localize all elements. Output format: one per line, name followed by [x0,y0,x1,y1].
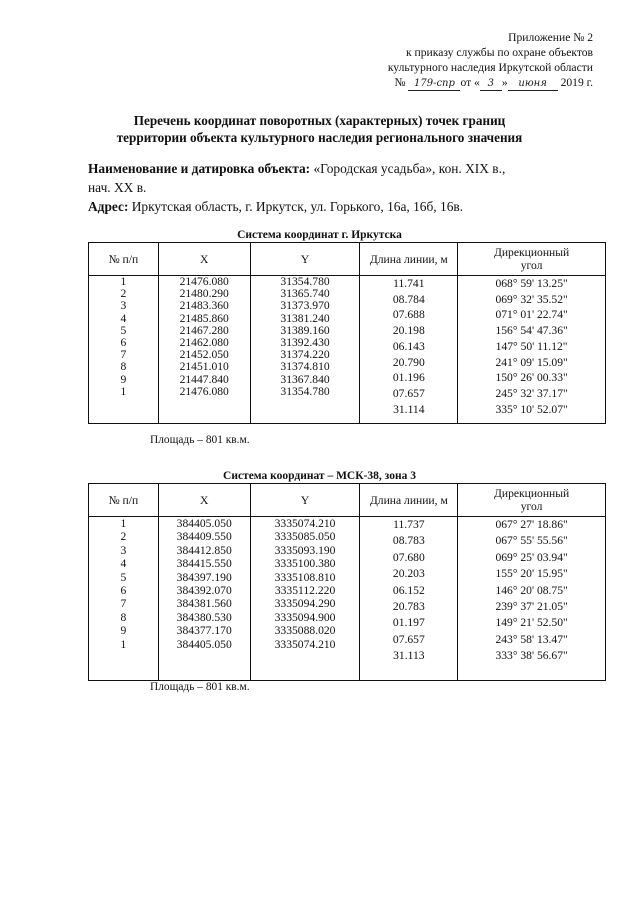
length-cell: 31.113 [393,649,425,663]
direction-cell: 241° 09' 15.09" [495,355,568,369]
direction-cell: 335° 10' 52.07" [495,402,568,416]
length-cell: 01.196 [392,371,425,385]
y-column [250,276,360,424]
x-column [158,517,250,681]
length-cell: 20.198 [392,324,425,338]
table-2-area: Площадь – 801 кв.м. [150,681,250,693]
direction-cell: 069° 32' 35.52" [495,292,568,306]
direction-column [458,517,606,681]
y-column [250,517,360,681]
length-cell: 31.114 [393,402,425,416]
y-cell: 3335100.380 [274,557,336,571]
header-length: Длина линии, м [360,484,458,517]
order-year: 2019 г. [560,76,593,89]
num-cell: 5 [120,570,127,584]
order-date-mid: » [501,76,508,89]
y-cell: 31374.810 [280,360,330,374]
object-address-value: Иркутская область, г. Иркутск, ул. Горького, 16а, 16б, 16в. [128,199,464,214]
y-cell: 31381.240 [280,311,330,325]
length-cell: 20.203 [392,567,425,581]
x-cell: 21451.010 [179,360,229,374]
order-date-from: от « [460,76,480,89]
length-column [360,517,458,681]
num-cell: 7 [120,348,127,362]
table-1-area: Площадь – 801 кв.м. [150,434,250,446]
y-cell: 3335088.020 [274,624,336,638]
y-cell: 31367.840 [280,372,330,386]
y-cell: 3335074.210 [274,517,336,530]
num-cell: 1 [120,275,127,288]
direction-cell: 067° 27' 18.86" [495,518,568,531]
y-cell: 31374.220 [280,348,330,362]
header-x: X [158,243,250,276]
length-cell: 06.152 [392,583,425,597]
num-cell: 3 [120,299,127,313]
y-cell: 3335094.290 [274,597,336,611]
annex-order-ref: к приказу службы по охране объектов [406,46,593,59]
annex-order-number-line [388,75,593,91]
length-cell: 01.197 [392,616,425,630]
direction-cell: 149° 21' 52.50" [495,616,568,630]
num-cell: 5 [120,323,127,337]
header-num: № п/п [89,484,159,517]
annex-header [388,30,593,91]
length-cell: 07.680 [392,550,425,564]
length-cell: 20.790 [392,355,425,369]
length-cell: 08.783 [392,534,425,548]
num-cell: 2 [120,287,127,301]
x-cell: 21476.080 [179,384,229,398]
annex-authority: культурного наследия Иркутской области [387,61,593,74]
coords-table-msk38 [88,483,606,681]
y-cell: 31365.740 [280,287,330,301]
x-cell: 21467.280 [179,323,229,337]
x-cell: 21462.080 [179,336,229,350]
direction-column [458,276,606,424]
header-num: № п/п [89,243,159,276]
x-cell: 384397.190 [176,570,232,584]
num-cell: 4 [120,557,127,571]
num-cell: 3 [120,543,127,557]
y-cell: 3335085.050 [274,530,336,544]
x-cell: 384377.170 [176,624,232,638]
header-direction [458,484,606,517]
x-cell: 21480.290 [179,287,229,301]
object-address-line [88,197,598,216]
num-column [89,517,159,681]
y-cell: 31373.970 [280,299,330,313]
direction-cell: 150° 26' 00.33" [495,371,568,385]
annex-title: Приложение № 2 [508,31,593,44]
length-cell: 08.784 [392,292,425,306]
x-cell: 384392.070 [176,584,232,598]
num-cell: 2 [120,530,127,544]
object-name-value: «Городская усадьба», кон. XIX в., [310,161,506,176]
y-cell: 31389.160 [280,323,330,337]
num-cell: 1 [120,517,127,530]
header-y: Y [250,484,360,517]
num-cell: 1 [120,384,127,398]
direction-cell: 245° 32' 37.17" [495,386,568,400]
coords-table-irkutsk [88,242,606,424]
y-cell: 31354.780 [280,384,330,398]
num-cell: 1 [120,637,127,651]
direction-cell: 333° 38' 56.67" [495,649,568,663]
header-y: Y [250,243,360,276]
x-cell: 384412.850 [176,543,232,557]
length-cell: 11.737 [393,518,425,531]
table-1-caption: Система координат г. Иркутска [237,229,402,241]
y-cell: 3335093.190 [274,543,336,557]
order-number-prefix: № [394,76,406,89]
x-cell: 384380.530 [176,610,232,624]
order-number-handwritten: 179-спр [408,78,460,91]
x-cell: 384381.560 [176,597,232,611]
length-cell: 06.143 [392,339,425,353]
num-cell: 9 [120,624,127,638]
length-cell: 11.741 [393,277,425,290]
header-x: X [158,484,250,517]
x-column [158,276,250,424]
num-cell: 6 [120,336,127,350]
document-title [0,112,639,146]
header-direction-1: Дирекционный [493,487,570,500]
direction-cell: 068° 59' 13.25" [495,277,568,290]
title-line-2: территории объекта культурного наследия регионального значения [116,130,523,145]
x-cell: 384405.050 [176,517,232,530]
header-direction-2: угол [520,259,543,272]
y-cell: 3335112.220 [274,584,336,598]
x-cell: 21452.050 [179,348,229,362]
x-cell: 21485.860 [179,311,229,325]
object-address-label: Адрес: [88,199,129,214]
direction-cell: 071° 01' 22.74" [495,308,568,322]
length-column [360,276,458,424]
x-cell: 384409.550 [176,530,232,544]
order-month-handwritten: июня [508,78,558,91]
title-line-1: Перечень координат поворотных (характерных) точек границ [133,113,506,128]
num-cell: 8 [120,610,127,624]
y-cell: 3335108.810 [274,570,336,584]
length-cell: 07.688 [392,308,425,322]
num-cell: 8 [120,360,127,374]
order-day-handwritten: 3 [480,78,502,91]
direction-cell: 146° 20' 08.75" [495,583,568,597]
length-cell: 20.783 [392,600,425,614]
num-cell: 9 [120,372,127,386]
y-cell: 3335074.210 [274,637,336,651]
x-cell: 384405.050 [176,637,232,651]
direction-cell: 156° 54' 47.36" [495,324,568,338]
y-cell: 3335094.900 [274,610,336,624]
object-name-line-2: нач. XX в. [88,180,147,195]
x-cell: 21476.080 [179,275,229,288]
object-info [88,159,598,216]
x-cell: 384415.550 [176,557,232,571]
header-direction [458,243,606,276]
length-cell: 07.657 [392,386,425,400]
direction-cell: 155° 20' 15.95" [495,567,568,581]
direction-cell: 239° 37' 21.05" [495,600,568,614]
direction-cell: 069° 25' 03.94" [495,550,568,564]
x-cell: 21483.360 [179,299,229,313]
header-direction-2: угол [520,500,543,513]
x-cell: 21447.840 [179,372,229,386]
table-2-caption: Система координат – МСК-38, зона 3 [223,470,416,482]
length-cell: 07.657 [392,632,425,646]
object-name-label: Наименование и датировка объекта: [88,161,311,176]
object-name-line [88,159,598,178]
num-cell: 7 [120,597,127,611]
num-cell: 6 [120,584,127,598]
num-column [89,276,159,424]
direction-cell: 147° 50' 11.12" [495,339,568,353]
direction-cell: 243° 58' 13.47" [495,632,568,646]
y-cell: 31392.430 [280,336,330,350]
direction-cell: 067° 55' 55.56" [495,534,568,548]
header-direction-1: Дирекционный [493,246,570,259]
header-length: Длина линии, м [360,243,458,276]
num-cell: 4 [120,311,127,325]
y-cell: 31354.780 [280,275,330,288]
